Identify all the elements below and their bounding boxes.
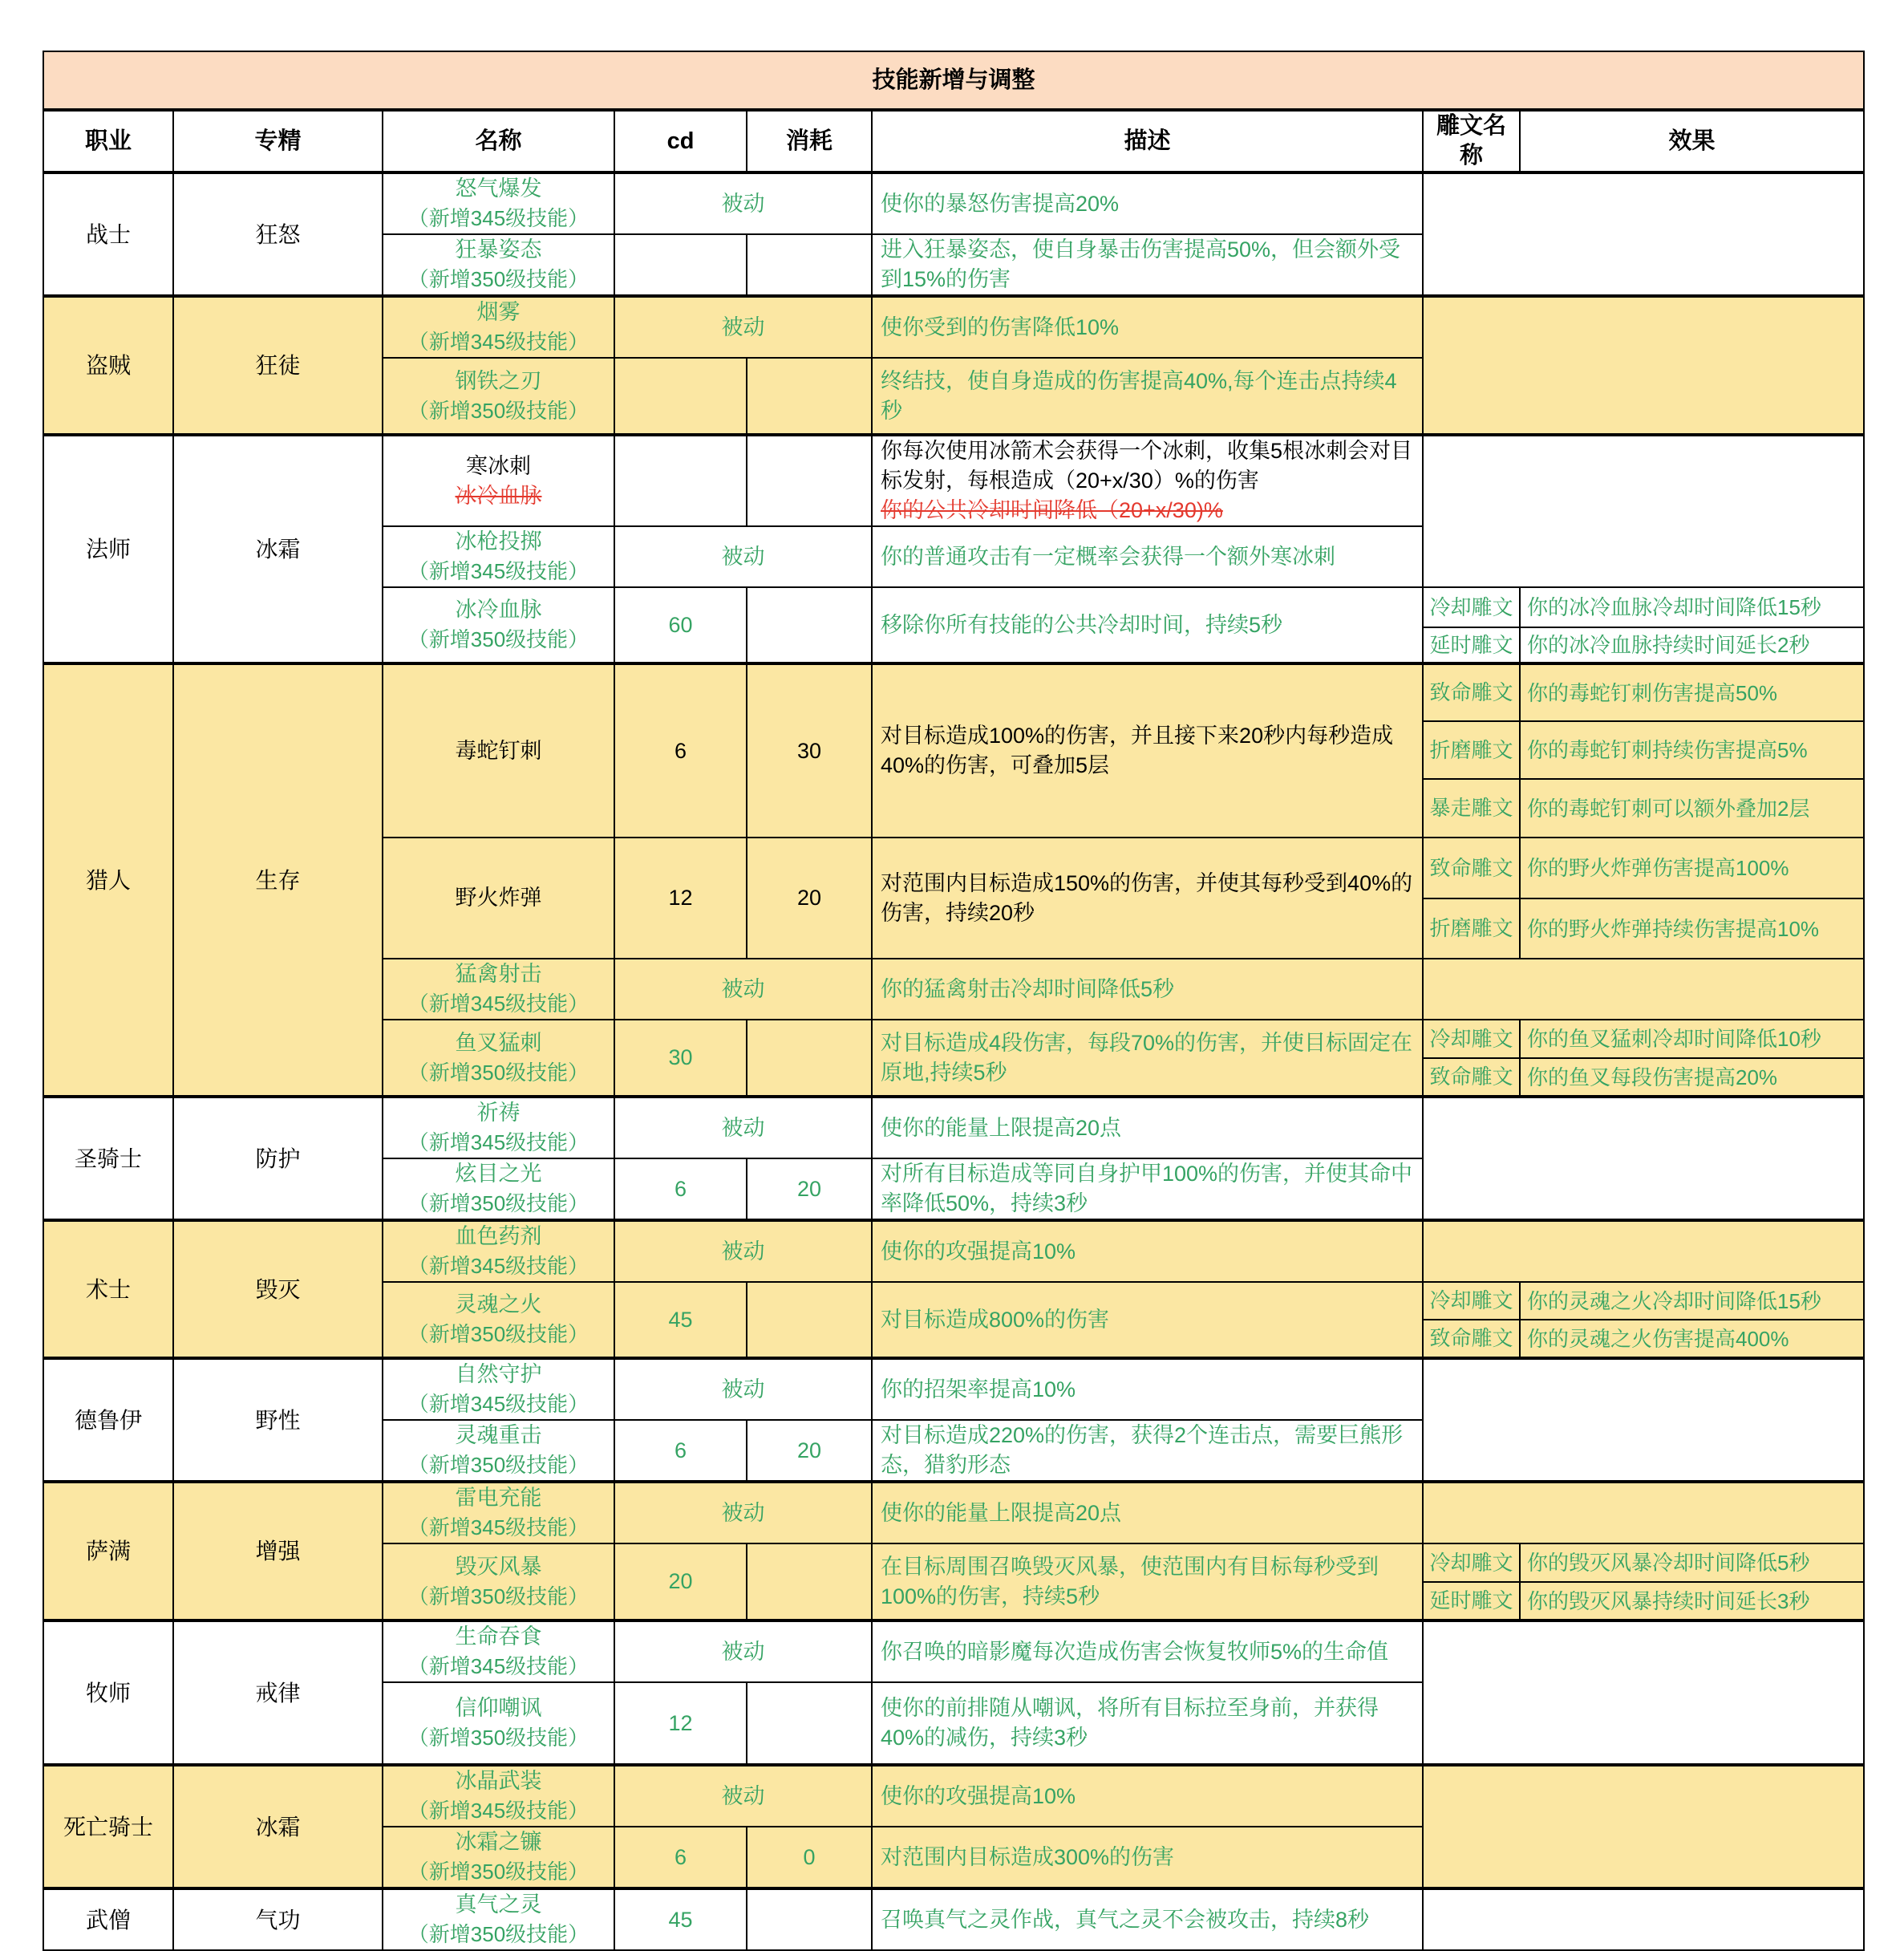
skill-desc-cell: 对目标造成4段伤害，每段70%的伤害，并使目标固定在原地,持续5秒 (872, 1020, 1423, 1097)
skill-level-note: （新增345级技能） (407, 559, 589, 583)
skill-cd-cell (614, 435, 747, 526)
spec-cell: 增强 (173, 1482, 383, 1620)
skill-level-note: （新增345级技能） (407, 1515, 589, 1539)
skill-desc-cell: 对目标造成100%的伤害，并且接下来20秒内每秒造成40%的伤害，可叠加5层 (872, 663, 1423, 838)
col-header-cd: cd (614, 110, 747, 172)
class-cell: 圣骑士 (43, 1097, 173, 1220)
glyph-name-cell: 致命雕文 (1423, 663, 1520, 721)
skill-name-cell (383, 1358, 614, 1420)
col-header-class: 职业 (43, 110, 173, 172)
table-title: 技能新增与调整 (43, 51, 1864, 110)
skill-name-cell (383, 838, 614, 959)
skill-level-note: （新增350级技能） (407, 1191, 589, 1215)
glyph-effect-cell: 你的野火炸弹持续伤害提高10% (1520, 898, 1864, 959)
skill-desc-cell (872, 435, 1423, 526)
skill-desc-cell: 使你的能量上限提高20点 (872, 1482, 1423, 1543)
skill-passive-cell: 被动 (614, 1220, 872, 1282)
glyph-name-cell: 致命雕文 (1423, 1320, 1520, 1358)
glyph-empty-cell (1423, 296, 1864, 435)
glyph-effect-cell: 你的灵魂之火冷却时间降低15秒 (1520, 1282, 1864, 1320)
spec-cell: 生存 (173, 663, 383, 1097)
skill-level-note: （新增350级技能） (407, 1726, 589, 1750)
col-header-desc: 描述 (872, 110, 1423, 172)
skill-name: 祈祷 (476, 1101, 521, 1125)
skill-name: 冰霜之镰 (455, 1830, 542, 1854)
skill-desc-cell: 使你的能量上限提高20点 (872, 1097, 1423, 1158)
skill-name: 烟雾 (476, 300, 521, 324)
skill-cd-cell: 45 (614, 1888, 747, 1950)
class-cell: 法师 (43, 435, 173, 663)
spec-cell: 狂徒 (173, 296, 383, 435)
skill-desc-cell: 使你的攻强提高10% (872, 1220, 1423, 1282)
skill-name-cell (383, 1827, 614, 1888)
skill-name: 猛禽射击 (455, 962, 542, 986)
skill-name: 冰枪投掷 (455, 529, 542, 554)
skill-name: 钢铁之刃 (455, 368, 542, 393)
skill-name: 野火炸弹 (455, 886, 542, 910)
skill-passive-cell: 被动 (614, 296, 872, 358)
skill-name-cell (383, 663, 614, 838)
skill-desc-cell: 使你受到的伤害降低10% (872, 296, 1423, 358)
skill-name: 炫目之光 (455, 1162, 542, 1186)
skill-name-cell (383, 1020, 614, 1097)
skill-desc-cell: 你的招架率提高10% (872, 1358, 1423, 1420)
skill-desc-cell: 使你的攻强提高10% (872, 1765, 1423, 1827)
skill-passive-cell: 被动 (614, 526, 872, 587)
glyph-effect-cell: 你的灵魂之火伤害提高400% (1520, 1320, 1864, 1358)
glyph-empty-cell (1423, 1620, 1864, 1765)
skill-name: 毁灭风暴 (455, 1554, 542, 1579)
skill-cost-cell (747, 1543, 872, 1620)
skill-desc-cell: 在目标周围召唤毁灭风暴，使范围内有目标每秒受到100%的伤害，持续5秒 (872, 1543, 1423, 1620)
skill-level-note: （新增345级技能） (407, 1654, 589, 1678)
skill-name: 寒冰刺 (466, 453, 531, 478)
skill-desc: 你每次使用冰箭术会获得一个冰刺，收集5根冰刺会对目标发射，每根造成（20+x/30）%的伤害 (881, 439, 1413, 493)
glyph-empty-cell (1423, 1888, 1864, 1950)
glyph-effect-cell: 你的冰冷血脉冷却时间降低15秒 (1520, 587, 1864, 627)
glyph-effect-cell: 你的毁灭风暴持续时间延长3秒 (1520, 1582, 1864, 1620)
skill-name: 血色药剂 (455, 1224, 542, 1248)
skill-cost-cell: 20 (747, 1158, 872, 1220)
glyph-name-cell: 暴走雕文 (1423, 779, 1520, 838)
class-cell: 术士 (43, 1220, 173, 1358)
glyph-effect-cell: 你的鱼叉每段伤害提高20% (1520, 1058, 1864, 1097)
class-cell: 牧师 (43, 1620, 173, 1765)
skill-passive-cell: 被动 (614, 172, 872, 234)
glyph-empty-cell (1423, 1358, 1864, 1482)
skill-desc-cell: 对目标造成800%的伤害 (872, 1282, 1423, 1358)
skill-level-note: （新增345级技能） (407, 1799, 589, 1823)
skill-desc-cell: 进入狂暴姿态，使自身暴击伤害提高50%，但会额外受到15%的伤害 (872, 234, 1423, 296)
glyph-empty-cell (1423, 1482, 1864, 1543)
skill-name-cell (383, 234, 614, 296)
class-cell: 武僧 (43, 1888, 173, 1950)
skill-name-cell (383, 1888, 614, 1950)
skill-level-note: （新增350级技能） (407, 1584, 589, 1608)
skill-name-cell (383, 1682, 614, 1765)
spec-cell: 狂怒 (173, 172, 383, 296)
glyph-effect-cell: 你的毒蛇钉刺伤害提高50% (1520, 663, 1864, 721)
skill-name-cell (383, 959, 614, 1020)
spec-cell: 气功 (173, 1888, 383, 1950)
skill-cd-cell: 30 (614, 1020, 747, 1097)
skill-level-note: （新增350级技能） (407, 267, 589, 291)
col-header-glyph-name: 雕文名称 (1423, 110, 1520, 172)
skill-name: 鱼叉猛刺 (455, 1030, 542, 1055)
skill-name: 生命吞食 (455, 1624, 542, 1649)
skill-level-note: （新增350级技能） (407, 627, 589, 651)
skill-desc-cell: 召唤真气之灵作战，真气之灵不会被攻击，持续8秒 (872, 1888, 1423, 1950)
class-cell: 盗贼 (43, 296, 173, 435)
skill-desc-cell: 使你的前排随从嘲讽，将所有目标拉至身前，并获得40%的减伤，持续3秒 (872, 1682, 1423, 1765)
class-cell: 萨满 (43, 1482, 173, 1620)
skill-cost-cell (747, 358, 872, 435)
skill-level-note: （新增350级技能） (407, 1860, 589, 1884)
skill-passive-cell: 被动 (614, 1358, 872, 1420)
glyph-name-cell: 致命雕文 (1423, 1058, 1520, 1097)
skill-name: 毒蛇钉刺 (455, 738, 542, 763)
skill-desc-cell: 移除你所有技能的公共冷却时间，持续5秒 (872, 587, 1423, 663)
glyph-name-cell: 延时雕文 (1423, 627, 1520, 663)
skill-name: 冰晶武装 (455, 1769, 542, 1793)
glyph-empty-cell (1423, 1765, 1864, 1888)
skill-name-cell (383, 358, 614, 435)
skill-desc-cell: 你的猛禽射击冷却时间降低5秒 (872, 959, 1423, 1020)
skill-cost-cell (747, 587, 872, 663)
skill-level-note: （新增345级技能） (407, 992, 589, 1016)
glyph-name-cell: 致命雕文 (1423, 838, 1520, 898)
col-header-spec: 专精 (173, 110, 383, 172)
skill-name-cell (383, 1543, 614, 1620)
skill-cost-cell (747, 234, 872, 296)
skill-name-cell (383, 1482, 614, 1543)
skill-cd-cell: 6 (614, 663, 747, 838)
glyph-name-cell: 折磨雕文 (1423, 898, 1520, 959)
skill-name: 自然守护 (455, 1362, 542, 1386)
skill-desc-cell: 你的普通攻击有一定概率会获得一个额外寒冰刺 (872, 526, 1423, 587)
skill-desc-cell: 终结技，使自身造成的伤害提高40%,每个连击点持续4秒 (872, 358, 1423, 435)
spec-cell: 戒律 (173, 1620, 383, 1765)
skill-level-note: （新增345级技能） (407, 1254, 589, 1278)
skill-cost-cell (747, 1682, 872, 1765)
skill-desc-cell: 对范围内目标造成150%的伤害，并使其每秒受到40%的伤害，持续20秒 (872, 838, 1423, 959)
glyph-empty-cell (1423, 1220, 1864, 1282)
skill-name-cell (383, 1420, 614, 1482)
skill-name: 怒气爆发 (455, 176, 542, 201)
class-cell: 猎人 (43, 663, 173, 1097)
class-cell: 战士 (43, 172, 173, 296)
skill-level-note: （新增350级技能） (407, 1060, 589, 1085)
class-cell: 死亡骑士 (43, 1765, 173, 1888)
glyph-effect-cell: 你的毁灭风暴冷却时间降低5秒 (1520, 1543, 1864, 1582)
skill-level-note: （新增345级技能） (407, 330, 589, 354)
col-header-effect: 效果 (1520, 110, 1864, 172)
skill-cost-cell (747, 1282, 872, 1358)
skill-level-note: （新增345级技能） (407, 206, 589, 230)
skill-name-cell (383, 1282, 614, 1358)
skill-cd-cell: 60 (614, 587, 747, 663)
col-header-cost: 消耗 (747, 110, 872, 172)
skill-name-cell (383, 1097, 614, 1158)
skill-cost-cell: 20 (747, 1420, 872, 1482)
glyph-name-cell: 延时雕文 (1423, 1582, 1520, 1620)
glyph-empty-cell (1423, 959, 1864, 1020)
skill-name-cell (383, 1220, 614, 1282)
skill-cd-cell: 6 (614, 1827, 747, 1888)
spec-cell: 冰霜 (173, 1765, 383, 1888)
spec-cell: 毁灭 (173, 1220, 383, 1358)
skill-passive-cell: 被动 (614, 959, 872, 1020)
skills-table (43, 51, 1865, 1951)
spec-cell: 冰霜 (173, 435, 383, 663)
skill-cd-cell (614, 234, 747, 296)
glyph-name-cell: 冷却雕文 (1423, 1020, 1520, 1058)
skill-desc-cell: 对目标造成220%的伤害，获得2个连击点，需要巨熊形态，猎豹形态 (872, 1420, 1423, 1482)
col-header-name: 名称 (383, 110, 614, 172)
skill-passive-cell: 被动 (614, 1097, 872, 1158)
skill-cd-cell: 20 (614, 1543, 747, 1620)
glyph-effect-cell: 你的冰冷血脉持续时间延长2秒 (1520, 627, 1864, 663)
skill-passive-cell: 被动 (614, 1482, 872, 1543)
class-cell: 德鲁伊 (43, 1358, 173, 1482)
skill-cost-cell (747, 435, 872, 526)
skill-name: 信仰嘲讽 (455, 1696, 542, 1720)
spec-cell: 防护 (173, 1097, 383, 1220)
skill-desc-cell: 对范围内目标造成300%的伤害 (872, 1827, 1423, 1888)
skill-level-note: （新增350级技能） (407, 1922, 589, 1946)
spec-cell: 野性 (173, 1358, 383, 1482)
skill-desc-removed: 你的公共冷却时间降低（20+x/30)% (881, 498, 1223, 522)
skill-name: 灵魂重击 (455, 1423, 542, 1447)
skill-name-cell (383, 1765, 614, 1827)
skill-name-cell (383, 1620, 614, 1682)
skill-cost-cell (747, 1888, 872, 1950)
glyph-effect-cell: 你的毒蛇钉刺持续伤害提高5% (1520, 721, 1864, 779)
skill-cd-cell: 12 (614, 1682, 747, 1765)
skill-name-cell (383, 296, 614, 358)
skill-name-cell (383, 172, 614, 234)
skill-name: 真气之灵 (455, 1892, 542, 1917)
glyph-empty-cell (1423, 435, 1864, 587)
skill-level-note: （新增350级技能） (407, 1322, 589, 1346)
skill-name-cell (383, 587, 614, 663)
glyph-name-cell: 冷却雕文 (1423, 1543, 1520, 1582)
glyph-name-cell: 冷却雕文 (1423, 1282, 1520, 1320)
skill-name: 灵魂之火 (455, 1292, 542, 1316)
skill-old-name: 冰冷血脉 (455, 483, 542, 508)
glyph-empty-cell (1423, 1097, 1864, 1220)
skill-cd-cell (614, 358, 747, 435)
skill-name-cell (383, 1158, 614, 1220)
glyph-effect-cell: 你的鱼叉猛刺冷却时间降低10秒 (1520, 1020, 1864, 1058)
glyph-effect-cell: 你的野火炸弹伤害提高100% (1520, 838, 1864, 898)
skill-name: 雷电充能 (455, 1486, 542, 1510)
skill-passive-cell: 被动 (614, 1765, 872, 1827)
skill-cost-cell: 20 (747, 838, 872, 959)
skill-desc-cell: 使你的暴怒伤害提高20% (872, 172, 1423, 234)
skill-name-cell (383, 526, 614, 587)
skill-level-note: （新增345级技能） (407, 1392, 589, 1416)
skill-cd-cell: 45 (614, 1282, 747, 1358)
skill-level-note: （新增345级技能） (407, 1130, 589, 1154)
skill-cost-cell: 0 (747, 1827, 872, 1888)
skill-name-cell (383, 435, 614, 526)
skill-level-note: （新增350级技能） (407, 1453, 589, 1477)
skill-passive-cell: 被动 (614, 1620, 872, 1682)
skill-cost-cell (747, 1020, 872, 1097)
skill-cd-cell: 6 (614, 1158, 747, 1220)
skill-cd-cell: 12 (614, 838, 747, 959)
glyph-effect-cell: 你的毒蛇钉刺可以额外叠加2层 (1520, 779, 1864, 838)
glyph-name-cell: 折磨雕文 (1423, 721, 1520, 779)
skill-name: 狂暴姿态 (455, 237, 542, 262)
glyph-empty-cell (1423, 172, 1864, 296)
skill-cost-cell: 30 (747, 663, 872, 838)
skill-desc-cell: 你召唤的暗影魔每次造成伤害会恢复牧师5%的生命值 (872, 1620, 1423, 1682)
skill-level-note: （新增350级技能） (407, 398, 589, 423)
skill-desc-cell: 对所有目标造成等同自身护甲100%的伤害，并使其命中率降低50%，持续3秒 (872, 1158, 1423, 1220)
skill-name: 冰冷血脉 (455, 598, 542, 622)
skill-cd-cell: 6 (614, 1420, 747, 1482)
glyph-name-cell: 冷却雕文 (1423, 587, 1520, 627)
